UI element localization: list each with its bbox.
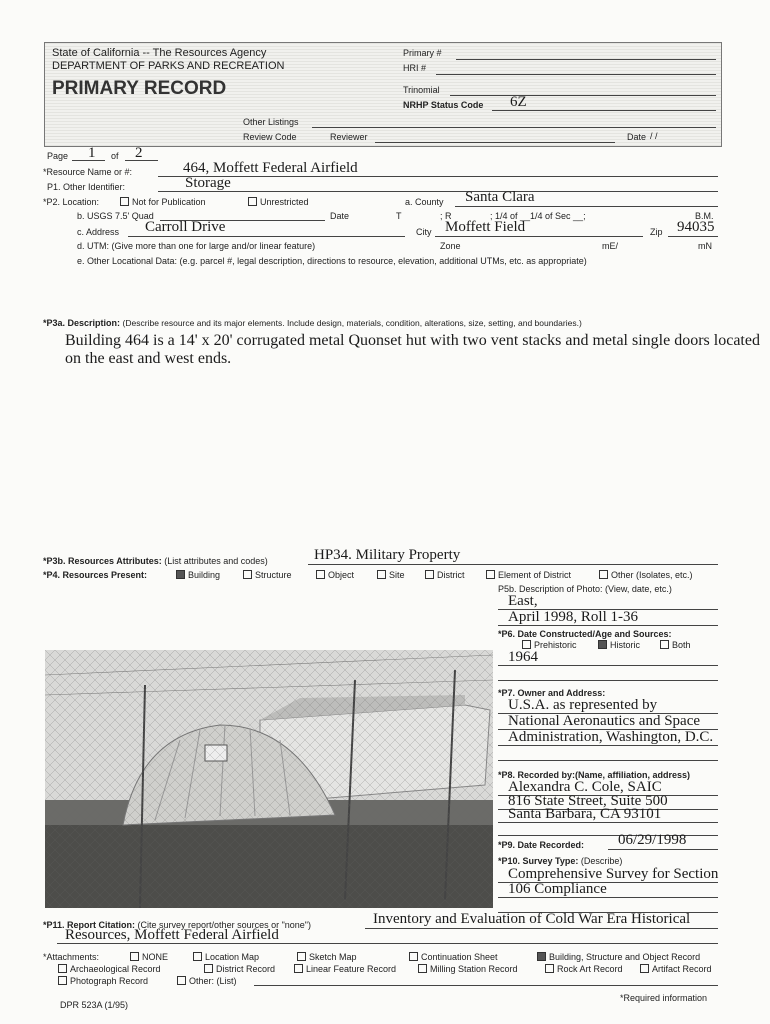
recorder-line-1: Alexandra C. Cole, SAIC [508,779,662,795]
county-value: Santa Clara [465,189,535,205]
option-label: Site [389,570,405,580]
not-for-publication-checkbox[interactable] [120,197,129,206]
unrestricted-checkbox[interactable] [248,197,257,206]
p6-value: 1964 [508,649,538,665]
me-label: mE/ [602,241,619,251]
p5b-line-1: East, [508,593,538,609]
unrestricted-label: Unrestricted [260,197,309,207]
quarter-label: ; 1/4 of __1/4 of Sec __; [490,211,586,221]
resources-present-option[interactable] [425,570,465,580]
date-label: Date [627,132,647,142]
mn-label: mN [698,241,712,251]
checkbox[interactable] [418,964,427,973]
option-label: Structure [255,570,292,580]
attachment-option[interactable] [640,964,712,974]
p2-label: *P2. Location: [43,197,100,207]
city-value: Moffett Field [445,219,526,235]
resources-present-option[interactable] [486,570,571,580]
checkbox[interactable] [545,964,554,973]
option-label: Rock Art Record [557,964,623,974]
checkbox[interactable] [58,976,67,985]
citation-line-1: Inventory and Evaluation of Cold War Era Historical [373,911,691,927]
p5b-line-2: April 1998, Roll 1-36 [508,609,638,625]
hri-label: HRI # [403,63,427,73]
checkbox[interactable] [425,570,434,579]
p11-hint: (Cite survey report/other sources or "none") [137,920,311,930]
page-of: of [111,151,119,161]
review-code-label: Review Code [243,132,297,142]
attachment-option[interactable] [294,964,396,974]
county-label: a. County [405,197,444,207]
p3b-value: HP34. Military Property [314,547,461,563]
option-label: Object [328,570,355,580]
checkbox[interactable] [409,952,418,961]
option-label: Location Map [205,952,260,962]
checkbox[interactable] [294,964,303,973]
address-value: Carroll Drive [145,219,226,235]
p5b-label: P5b. Description of Photo: (View, date, etc.) [498,584,672,594]
resources-present-option[interactable] [176,570,220,580]
attachment-option[interactable] [409,952,498,962]
agency: State of California -- The Resources Agency [52,47,267,59]
option-label: Linear Feature Record [306,964,397,974]
historic-label: Historic [610,640,641,650]
p3a-label: *P3a. Description: [43,318,121,328]
resource-name-value: 464, Moffett Federal Airfield [183,160,358,176]
checkbox[interactable] [204,964,213,973]
checkbox[interactable] [486,570,495,579]
zip-label: Zip [650,227,663,237]
option-label: Other: (List) [189,976,237,986]
p11-label: *P11. Report Citation: [43,920,136,930]
other-listings-label: Other Listings [243,117,299,127]
p1-label: P1. Other Identifier: [47,182,126,192]
both-checkbox[interactable] [660,640,669,649]
checkbox[interactable] [177,976,186,985]
attachment-option[interactable] [204,964,275,974]
checkbox[interactable] [377,570,386,579]
attachments-label: *Attachments: [43,952,100,962]
p10-label: *P10. Survey Type: [498,856,579,866]
p9-value: 06/29/1998 [618,832,687,848]
date-value: / / [650,131,658,141]
usgs-label: b. USGS 7.5' Quad [77,211,154,221]
resources-present-option[interactable] [243,570,292,580]
form-number: DPR 523A (1/95) [60,1000,129,1010]
option-label: Element of District [498,570,572,580]
checkbox[interactable] [316,570,325,579]
owner-line-3: Administration, Washington, D.C. [508,729,714,745]
attachment-option[interactable] [545,964,623,974]
recorder-line-3: Santa Barbara, CA 93101 [508,806,662,822]
owner-line-1: U.S.A. as represented by [508,697,658,713]
r-label: ; R [440,211,452,221]
prehistoric-checkbox[interactable] [522,640,531,649]
zip-value: 94035 [677,219,715,235]
not-pub-label: Not for Publication [132,197,206,207]
option-label: District [437,570,465,580]
recorder-line-2: 816 State Street, Suite 500 [508,793,668,809]
survey-line-1: Comprehensive Survey for Section [508,866,719,882]
resource-name-label: *Resource Name or #: [43,167,133,177]
prehistoric-label: Prehistoric [534,640,577,650]
option-label: Milling Station Record [430,964,518,974]
usgs-date-label: Date [330,211,350,221]
resources-present-option[interactable] [377,570,405,580]
attachment-option[interactable] [58,964,161,974]
attachment-option[interactable] [418,964,518,974]
checkbox[interactable] [176,570,185,579]
both-label: Both [672,640,691,650]
attachment-option[interactable] [193,952,259,962]
option-label: Sketch Map [309,952,357,962]
resources-present-option[interactable] [599,570,693,580]
required-note: *Required information [620,993,708,1003]
option-label: Archaeological Record [70,964,161,974]
city-label: City [416,227,432,237]
p3b-label: *P3b. Resources Attributes: [43,556,162,566]
nrhp-label: NRHP Status Code [403,100,484,110]
p6-label: *P6. Date Constructed/Age and Sources: [498,629,672,639]
p9-label: *P9. Date Recorded: [498,840,585,850]
p10-hint: (Describe) [580,856,623,866]
checkbox[interactable] [243,570,252,579]
other-locational-label: e. Other Locational Data: (e.g. parcel #, legal description, directions to resource, elevation, additional UTMs, etc. as appropriate) [77,256,587,266]
p3a-hint: (Describe resource and its major elements. Include design, materials, condition, alterations, size, setting, and boundaries.) [122,318,582,328]
reviewer-label: Reviewer [330,132,368,142]
owner-line-2: National Aeronautics and Space [508,713,701,729]
option-label: Building [188,570,221,580]
citation-line-2: Resources, Moffett Federal Airfield [65,927,279,943]
zone-label: Zone [440,241,461,251]
checkbox[interactable] [297,952,306,961]
t-label: T [396,211,402,221]
page-current: 1 [88,145,96,161]
checkbox[interactable] [193,952,202,961]
p8-label: *P8. Recorded by:(Name, affiliation, address) [498,770,691,780]
option-label: Building, Structure and Object Record [549,952,701,962]
option-label: Photograph Record [70,976,149,986]
page-total: 2 [135,145,143,161]
department: DEPARTMENT OF PARKS AND RECREATION [52,60,285,72]
option-label: District Record [216,964,276,974]
address-label: c. Address [77,227,120,237]
form-title: PRIMARY RECORD [52,78,227,99]
historic-checkbox[interactable] [598,640,607,649]
attachment-option[interactable] [177,976,237,986]
checkbox[interactable] [130,952,139,961]
attachment-option[interactable] [537,952,700,962]
option-label: NONE [142,952,169,962]
option-label: Artifact Record [652,964,712,974]
primary-label: Primary # [403,48,442,58]
option-label: Continuation Sheet [421,952,498,962]
nrhp-value: 6Z [510,94,527,110]
attachment-option[interactable] [297,952,357,962]
attachment-option[interactable] [130,952,168,962]
survey-line-2: 106 Compliance [508,881,607,897]
p7-label: *P7. Owner and Address: [498,688,606,698]
option-label: Other (Isolates, etc.) [611,570,693,580]
p3b-hint: (List attributes and codes) [164,556,268,566]
description-line-1: Building 464 is a 14' x 20' corrugated metal Quonset hut with two vent stacks and metal single doors located [65,332,760,349]
checkbox[interactable] [640,964,649,973]
checkbox[interactable] [537,952,546,961]
p4-label: *P4. Resources Present: [43,570,148,580]
bm-label: B.M. [695,211,714,221]
description-line-2: on the east and west ends. [65,350,232,367]
trinomial-label: Trinomial [403,85,440,95]
page-label: Page [47,151,69,161]
checkbox[interactable] [599,570,608,579]
resources-present-option[interactable] [316,570,354,580]
building-photo [45,650,493,908]
checkbox[interactable] [58,964,67,973]
utm-label: d. UTM: (Give more than one for large and/or linear feature) [77,241,316,251]
attachment-option[interactable] [58,976,148,986]
p1-value: Storage [185,175,231,191]
